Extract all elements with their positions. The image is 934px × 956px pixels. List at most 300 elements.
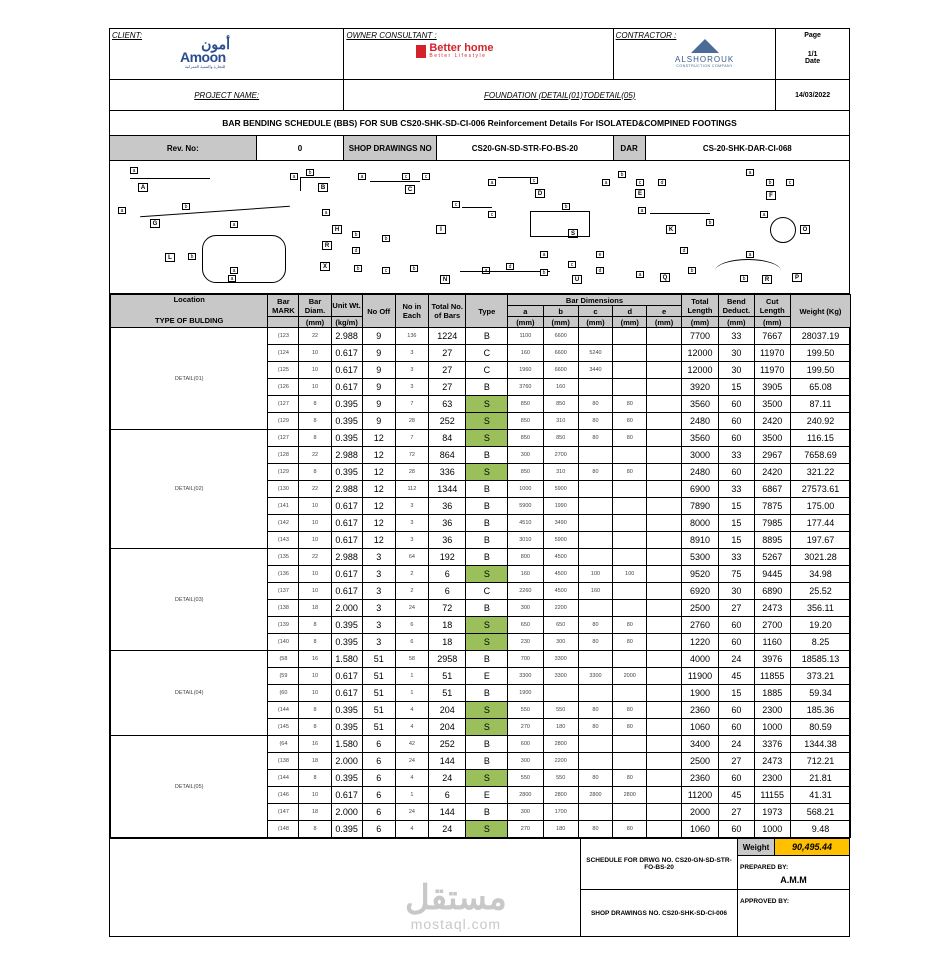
shape-dim-label: a: [290, 173, 298, 180]
shape-dim-label: a: [638, 207, 646, 214]
cell-bend: 60: [719, 430, 754, 447]
cell-a: 300: [508, 753, 543, 770]
cell-a: 650: [508, 617, 543, 634]
cell-mark: (135: [268, 549, 299, 566]
cell-type: S: [466, 702, 508, 719]
amoon-logo-ar: أمون: [201, 36, 230, 52]
cell-diam: 18: [299, 753, 331, 770]
col-bar-dimensions: Bar Dimensions: [508, 295, 682, 306]
cell-cut: 5267: [754, 549, 790, 566]
cell-e: [647, 498, 681, 515]
shape-dim-label: c: [530, 177, 538, 184]
col-total-length: Total Length: [681, 295, 718, 317]
cell-b: 2700: [543, 447, 578, 464]
cell-wt: 0.395: [331, 702, 362, 719]
cell-weight: 175.00: [790, 498, 850, 515]
cell-bend: 75: [719, 566, 754, 583]
cell-weight: 18585.13: [790, 651, 850, 668]
cell-type: S: [466, 770, 508, 787]
cell-type: S: [466, 464, 508, 481]
page-label: Page: [804, 32, 821, 39]
shape-dim-label: b: [410, 265, 418, 272]
cell-total: 252: [428, 413, 465, 430]
cell-a: 270: [508, 821, 543, 838]
shop-drawings-no: SHOP DRAWINGS NO. CS20-SHK-SD-CI-006: [590, 909, 728, 917]
cell-mark: (129: [268, 464, 299, 481]
cell-each: 28: [395, 464, 428, 481]
client-cell: [110, 29, 344, 79]
cell-d: [613, 328, 647, 345]
table-row: [111, 549, 851, 566]
cell-wt: 0.617: [331, 345, 362, 362]
shape-dim-label: b: [562, 203, 570, 210]
cell-mark: (139: [268, 617, 299, 634]
cell-b: 2800: [543, 736, 578, 753]
cell-bend: 24: [719, 651, 754, 668]
cell-d: [613, 481, 647, 498]
cell-e: [647, 583, 681, 600]
cell-e: [647, 515, 681, 532]
cell-cut: 3500: [754, 396, 790, 413]
cell-bend: 15: [719, 515, 754, 532]
cell-type: B: [466, 515, 508, 532]
shape-dim-label: d: [680, 247, 688, 254]
cell-c: [578, 600, 612, 617]
cell-off: 6: [362, 821, 395, 838]
cell-each: 3: [395, 498, 428, 515]
cell-wt: 0.617: [331, 583, 362, 600]
cell-e: [647, 685, 681, 702]
cell-wt: 2.000: [331, 600, 362, 617]
cell-each: 24: [395, 600, 428, 617]
cell-weight: 240.92: [790, 413, 850, 430]
cell-len: 1220: [681, 634, 718, 651]
cell-bend: 33: [719, 549, 754, 566]
cell-wt: 0.395: [331, 634, 362, 651]
cell-mark: (130: [268, 481, 299, 498]
cell-total: 18: [428, 634, 465, 651]
cell-bend: 60: [719, 770, 754, 787]
cell-mark: (127: [268, 430, 299, 447]
cell-diam: 8: [299, 702, 331, 719]
cell-b: 300: [543, 634, 578, 651]
cell-wt: 2.988: [331, 481, 362, 498]
shape-dim-label: c: [636, 179, 644, 186]
shape-i-line: [462, 207, 492, 208]
cell-a: 800: [508, 549, 543, 566]
cell-bend: 24: [719, 736, 754, 753]
shape-dim-label: b: [306, 169, 314, 176]
cell-d: [613, 651, 647, 668]
watermark-ar: مستقل: [405, 879, 507, 917]
cell-a: 850: [508, 413, 543, 430]
bbs-sheet: [109, 28, 850, 937]
cell-bend: 33: [719, 447, 754, 464]
cell-mark: (138: [268, 753, 299, 770]
project-value: FOUNDATION (DETAIL(01)TODETAIL(05): [344, 80, 776, 110]
cell-e: [647, 481, 681, 498]
cell-e: [647, 566, 681, 583]
cell-b: 180: [543, 719, 578, 736]
cell-total: 192: [428, 549, 465, 566]
cell-e: [647, 549, 681, 566]
cell-wt: 0.395: [331, 430, 362, 447]
cell-cut: 11155: [754, 787, 790, 804]
cell-d: [613, 379, 647, 396]
shape-g-line: [140, 206, 290, 217]
cell-len: 2500: [681, 753, 718, 770]
shape-dim-label: a: [228, 275, 236, 282]
col-type: Type: [466, 295, 508, 328]
owner-cell: [344, 29, 613, 79]
cell-mark: (145: [268, 719, 299, 736]
cell-cut: 7985: [754, 515, 790, 532]
cell-total: 204: [428, 702, 465, 719]
cell-len: 3560: [681, 430, 718, 447]
cell-weight: 197.67: [790, 532, 850, 549]
cell-weight: 25.52: [790, 583, 850, 600]
shape-dim-label: a: [602, 179, 610, 186]
shape-dim-label: b: [182, 203, 190, 210]
cell-diam: 22: [299, 549, 331, 566]
shape-o-circle: [770, 217, 796, 243]
dar-value: CS-20-SHK-DAR-CI-068: [702, 143, 792, 153]
cell-total: 24: [428, 770, 465, 787]
cell-off: 12: [362, 447, 395, 464]
shape-dim-label: b: [540, 269, 548, 276]
cell-bend: 45: [719, 668, 754, 685]
cell-d: 80: [613, 821, 647, 838]
detail-label: DETAIL(03): [111, 549, 268, 651]
project-label: PROJECT NAME:: [110, 80, 344, 110]
shape-dim-label: a: [118, 207, 126, 214]
cell-c: 80: [578, 430, 612, 447]
shape-dim-label: b: [706, 219, 714, 226]
cell-off: 6: [362, 753, 395, 770]
cell-bend: 15: [719, 498, 754, 515]
shape-dim-label: d: [506, 263, 514, 270]
cell-wt: 0.617: [331, 362, 362, 379]
cell-each: 72: [395, 447, 428, 464]
rev-label: Rev. No:: [110, 136, 257, 160]
date-label: Date: [804, 58, 821, 65]
better-home-logo-sub: Better Lifestyle: [429, 53, 487, 59]
cell-e: [647, 413, 681, 430]
cell-wt: 2.000: [331, 753, 362, 770]
cell-total: 51: [428, 685, 465, 702]
cell-b: 2200: [543, 753, 578, 770]
shape-dim-label: b: [354, 265, 362, 272]
cell-mark: (126: [268, 379, 299, 396]
cell-each: 2: [395, 566, 428, 583]
approved-label: APPROVED BY:: [740, 898, 789, 905]
cell-a: 1000: [508, 481, 543, 498]
cell-type: S: [466, 634, 508, 651]
col-cut-unit: (mm): [754, 317, 790, 328]
cell-cut: 11855: [754, 668, 790, 685]
detail-label: DETAIL(01): [111, 328, 268, 430]
cell-total: 2958: [428, 651, 465, 668]
cell-a: 1100: [508, 328, 543, 345]
alshorouk-logo-text: ALSHOROUK: [675, 55, 735, 64]
col-dim-a: a: [508, 306, 543, 317]
cell-cut: 3905: [754, 379, 790, 396]
cell-cut: 3976: [754, 651, 790, 668]
cell-wt: 0.617: [331, 515, 362, 532]
cell-diam: 22: [299, 447, 331, 464]
cell-each: 3: [395, 362, 428, 379]
cell-total: 72: [428, 600, 465, 617]
col-dim-e: e: [647, 306, 681, 317]
cell-d: 2800: [613, 787, 647, 804]
cell-d: 80: [613, 413, 647, 430]
shape-dim-label: b: [618, 171, 626, 178]
cell-type: S: [466, 566, 508, 583]
shape-k-label: K: [666, 225, 676, 234]
col-no-off: No Off: [362, 295, 395, 328]
cell-diam: 8: [299, 413, 331, 430]
cell-each: 7: [395, 430, 428, 447]
cell-weight: 27573.61: [790, 481, 850, 498]
cell-type: B: [466, 447, 508, 464]
cell-diam: 18: [299, 600, 331, 617]
cell-c: [578, 685, 612, 702]
cell-weight: 373.21: [790, 668, 850, 685]
cell-bend: 60: [719, 719, 754, 736]
cell-a: 1960: [508, 362, 543, 379]
cell-off: 3: [362, 634, 395, 651]
cell-len: 8910: [681, 532, 718, 549]
shape-a-line: [130, 178, 210, 179]
shape-s-label: S: [568, 229, 578, 238]
shape-dim-label: c: [452, 201, 460, 208]
cell-len: 3920: [681, 379, 718, 396]
cell-e: [647, 702, 681, 719]
cell-mark: (58: [268, 651, 299, 668]
cell-c: [578, 515, 612, 532]
shape-a-label: A: [138, 183, 148, 192]
cell-a: 230: [508, 634, 543, 651]
rev-value: 0: [257, 136, 345, 160]
cell-mark: (140: [268, 634, 299, 651]
cell-diam: 8: [299, 770, 331, 787]
cell-cut: 2300: [754, 770, 790, 787]
cell-weight: 59.34: [790, 685, 850, 702]
cell-mark: (146: [268, 787, 299, 804]
cell-wt: 0.617: [331, 685, 362, 702]
cell-mark: (144: [268, 770, 299, 787]
cell-d: 80: [613, 617, 647, 634]
cell-diam: 10: [299, 566, 331, 583]
cell-bend: 33: [719, 481, 754, 498]
cell-e: [647, 600, 681, 617]
cell-mark: (144: [268, 702, 299, 719]
cell-e: [647, 328, 681, 345]
cell-len: 2480: [681, 413, 718, 430]
table-row: [111, 736, 851, 753]
cell-weight: 28037.19: [790, 328, 850, 345]
cell-d: [613, 345, 647, 362]
cell-e: [647, 804, 681, 821]
cell-b: 650: [543, 617, 578, 634]
cell-total: 864: [428, 447, 465, 464]
cell-a: 600: [508, 736, 543, 753]
cell-len: 2500: [681, 600, 718, 617]
cell-cut: 11970: [754, 362, 790, 379]
cell-off: 3: [362, 566, 395, 583]
cell-c: 80: [578, 702, 612, 719]
cell-off: 3: [362, 583, 395, 600]
cell-e: [647, 668, 681, 685]
cell-len: 9520: [681, 566, 718, 583]
cell-e: [647, 651, 681, 668]
cell-mark: (128: [268, 447, 299, 464]
cell-d: 80: [613, 770, 647, 787]
cell-b: 2200: [543, 600, 578, 617]
cell-cut: 3376: [754, 736, 790, 753]
cell-total: 336: [428, 464, 465, 481]
cell-off: 51: [362, 651, 395, 668]
cell-c: [578, 753, 612, 770]
cell-total: 36: [428, 498, 465, 515]
cell-d: [613, 447, 647, 464]
cell-off: 51: [362, 702, 395, 719]
cell-e: [647, 787, 681, 804]
cell-weight: 3021.28: [790, 549, 850, 566]
schedule-for: SCHEDULE FOR DRWG NO. CS20-GN-SD-STR-FO-BS-20: [581, 839, 737, 890]
cell-off: 9: [362, 413, 395, 430]
cell-off: 9: [362, 345, 395, 362]
cell-off: 51: [362, 719, 395, 736]
cell-a: 300: [508, 804, 543, 821]
cell-b: 5900: [543, 481, 578, 498]
contractor-cell: [614, 29, 777, 79]
footer-signoff: [738, 839, 849, 936]
cell-len: 3560: [681, 396, 718, 413]
cell-b: 310: [543, 464, 578, 481]
logo-row: [110, 29, 849, 80]
cell-weight: 80.59: [790, 719, 850, 736]
cell-diam: 16: [299, 736, 331, 753]
col-no-in-each: No in Each: [395, 295, 428, 328]
cell-d: [613, 685, 647, 702]
cell-cut: 6867: [754, 481, 790, 498]
cell-total: 51: [428, 668, 465, 685]
weight-total-label: Weight: [738, 839, 775, 855]
cell-a: 5900: [508, 498, 543, 515]
cell-off: 3: [362, 600, 395, 617]
col-type-of-building: TYPE OF BULDING: [155, 316, 224, 325]
cell-c: 100: [578, 566, 612, 583]
cell-mark: (60: [268, 685, 299, 702]
shape-o-label: O: [800, 225, 810, 234]
cell-d: [613, 736, 647, 753]
cell-type: S: [466, 617, 508, 634]
cell-c: [578, 549, 612, 566]
shape-dim-label: d: [352, 247, 360, 254]
cell-each: 112: [395, 481, 428, 498]
cell-bend: 60: [719, 634, 754, 651]
cell-cut: 1160: [754, 634, 790, 651]
cell-a: 160: [508, 566, 543, 583]
cell-total: 1224: [428, 328, 465, 345]
cell-d: [613, 362, 647, 379]
cell-e: [647, 430, 681, 447]
shape-dim-label: a: [746, 169, 754, 176]
shop-value: CS20-GN-SD-STR-FO-BS-20: [437, 136, 614, 160]
cell-a: 700: [508, 651, 543, 668]
page-title: BAR BENDING SCHEDULE (BBS) FOR SUB CS20-SHK-SD-CI-006 Reinforcement Details For ISOLATED&COMPINED FOOTINGS: [110, 111, 849, 136]
shape-dim-label: a: [130, 167, 138, 174]
cell-len: 12000: [681, 345, 718, 362]
col-dim-unit: (mm): [543, 317, 578, 328]
cell-mark: (129: [268, 413, 299, 430]
project-row: [110, 80, 849, 111]
col-dim-unit: (mm): [613, 317, 647, 328]
cell-each: 64: [395, 549, 428, 566]
footer-drawings: [581, 839, 738, 936]
cell-total: 36: [428, 515, 465, 532]
cell-bend: 60: [719, 821, 754, 838]
shape-e-label: E: [635, 189, 645, 198]
cell-c: 160: [578, 583, 612, 600]
shape-dim-label: c: [568, 261, 576, 268]
cell-diam: 16: [299, 651, 331, 668]
col-dim-unit: (mm): [508, 317, 543, 328]
shape-dim-label: b: [188, 253, 196, 260]
cell-len: 2000: [681, 804, 718, 821]
cell-each: 7: [395, 396, 428, 413]
cell-weight: 116.15: [790, 430, 850, 447]
cell-type: C: [466, 362, 508, 379]
cell-cut: 2473: [754, 753, 790, 770]
cell-diam: 10: [299, 668, 331, 685]
cell-mark: (64: [268, 736, 299, 753]
cell-e: [647, 345, 681, 362]
shape-dim-label: e: [596, 251, 604, 258]
cell-e: [647, 464, 681, 481]
cell-total: 6: [428, 566, 465, 583]
cell-mark: (59: [268, 668, 299, 685]
cell-type: B: [466, 804, 508, 821]
shape-dim-label: c: [382, 267, 390, 274]
cell-off: 12: [362, 498, 395, 515]
cell-e: [647, 617, 681, 634]
shape-dim-label: a: [230, 267, 238, 274]
cell-d: [613, 753, 647, 770]
cell-b: 3490: [543, 515, 578, 532]
cell-d: 80: [613, 634, 647, 651]
cell-wt: 2.988: [331, 328, 362, 345]
cell-b: 2800: [543, 787, 578, 804]
better-home-logo: [416, 43, 493, 59]
cell-cut: 2300: [754, 702, 790, 719]
cell-off: 9: [362, 396, 395, 413]
cell-wt: 0.617: [331, 787, 362, 804]
shape-c-line: [370, 181, 420, 182]
cell-type: S: [466, 413, 508, 430]
cell-weight: 356.11: [790, 600, 850, 617]
cell-c: 80: [578, 396, 612, 413]
shape-p-label: P: [792, 273, 802, 282]
cell-b: 6600: [543, 345, 578, 362]
cell-type: S: [466, 430, 508, 447]
cell-wt: 2.000: [331, 804, 362, 821]
dar-label: DAR: [614, 136, 646, 160]
cell-cut: 1973: [754, 804, 790, 821]
shape-dim-label: a: [322, 209, 330, 216]
cell-wt: 0.395: [331, 821, 362, 838]
